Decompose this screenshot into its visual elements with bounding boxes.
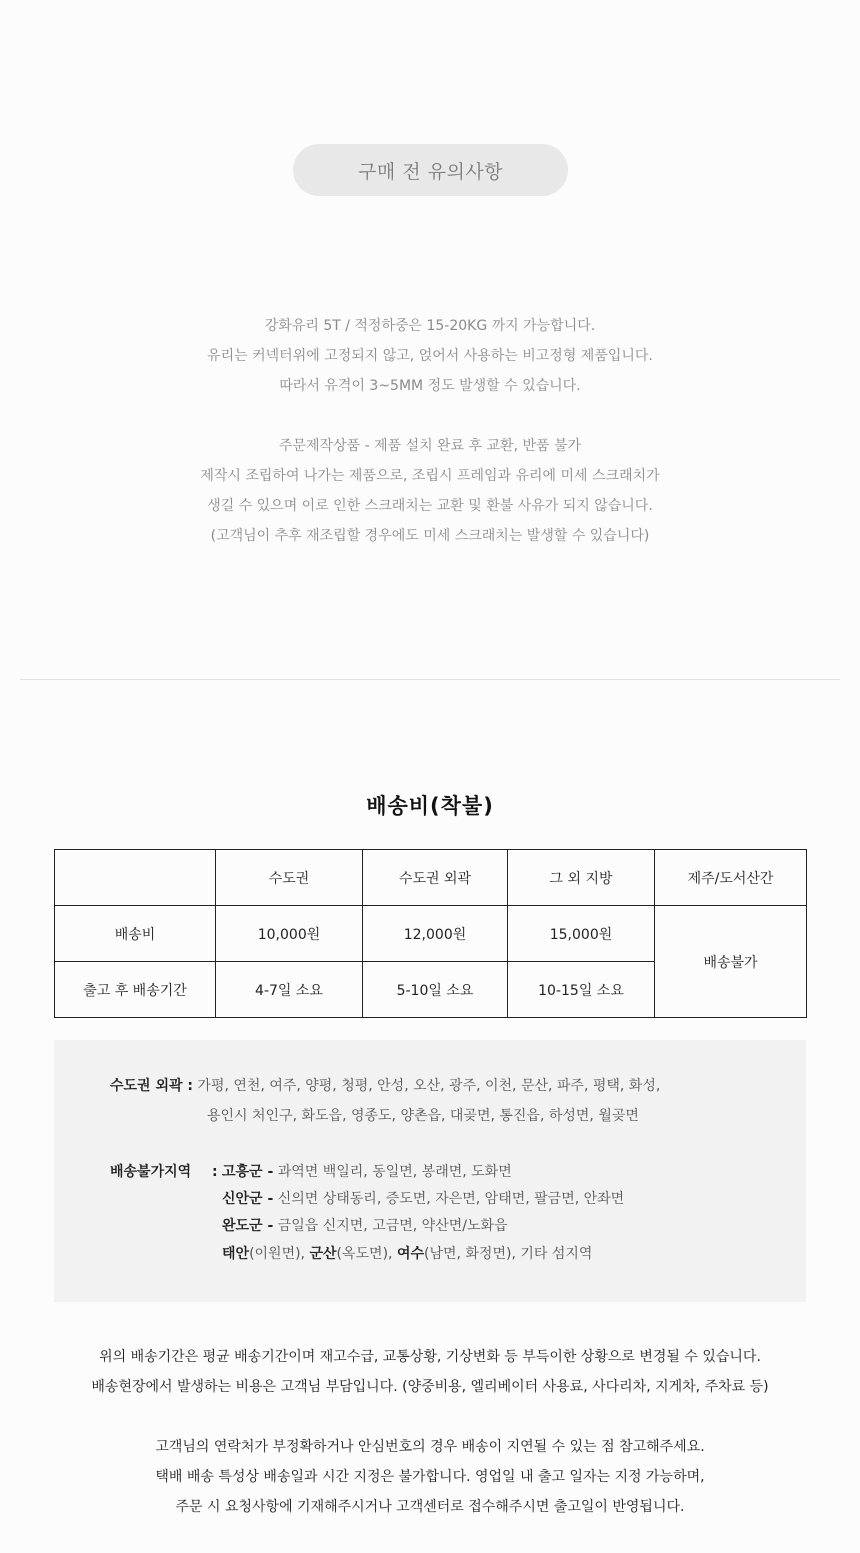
section-divider	[20, 679, 840, 680]
unavailable-colon: :	[212, 1164, 218, 1180]
region-info-box	[54, 1040, 806, 1302]
outskirts-line-1	[110, 1076, 660, 1096]
header-cell-other-regions: 그 외 지방	[508, 850, 655, 906]
outskirts-label: 수도권 외곽 :	[110, 1078, 193, 1094]
notice-line: 주문제작상품 - 제품 설치 완료 후 교환, 반품 불가	[278, 438, 582, 454]
footer-line: 위의 배송기간은 평균 배송기간이며 재고수급, 교통상황, 기상변화 등 부득이한 상황으로 변경될 수 있습니다.	[99, 1349, 761, 1365]
precautions-notice	[0, 311, 860, 551]
header-cell-empty	[55, 850, 216, 906]
row-label-delivery-period: 출고 후 배송기간	[55, 962, 216, 1018]
shipping-title: 배송비(착불)	[366, 794, 494, 818]
notice-line: 유리는 커넥터위에 고정되지 않고, 얹어서 사용하는 비고정형 제품입니다.	[207, 348, 653, 364]
shipping-fee-table	[54, 849, 807, 1018]
goheung-line: 고흥군 - 과역면 백일리, 동일면, 봉래면, 도화면	[222, 1164, 512, 1180]
footer-line: 고객님의 연락처가 부정확하거나 안심번호의 경우 배송이 지연될 수 있는 점 참고해주세요.	[155, 1439, 705, 1455]
fee-cell: 10,000원	[216, 906, 363, 962]
sinan-line: 신안군 - 신의면 상태동리, 증도면, 자은면, 암태면, 팔금면, 안좌면	[222, 1191, 625, 1207]
footer-line: 주문 시 요청사항에 기재해주시거나 고객센터로 접수해주시면 출고일이 반영됩니다.	[175, 1499, 685, 1515]
fee-cell: 12,000원	[363, 906, 508, 962]
table-header-row	[55, 850, 807, 906]
wando-line: 완도군 - 금일읍 신지면, 고금면, 약산면/노화읍	[222, 1218, 508, 1234]
footer-line: 배송현장에서 발생하는 비용은 고객님 부담입니다. (양중비용, 엘리베이터 사용료, 사다리차, 지게차, 주차료 등)	[91, 1379, 769, 1395]
other-islands-line: 태안(이원면), 군산(옥도면), 여수(남면, 화정면), 기타 섬지역	[222, 1246, 593, 1262]
unavailable-label: 배송불가지역	[110, 1164, 192, 1180]
fee-cell: 15,000원	[508, 906, 655, 962]
period-cell: 4-7일 소요	[216, 962, 363, 1018]
notice-line: (고객님이 추후 재조립할 경우에도 미세 스크래치는 발생할 수 있습니다)	[210, 528, 650, 544]
shipping-footer-notes	[0, 1342, 860, 1522]
notice-line: 강화유리 5T / 적정하중은 15-20KG 까지 가능합니다.	[264, 318, 596, 334]
precautions-title: 구매 전 유의사항	[293, 144, 568, 196]
outskirts-line-2: 용인시 처인구, 화도읍, 영종도, 양촌읍, 대곶면, 통진읍, 하성면, 월곶면	[207, 1108, 639, 1124]
notice-line: 제작시 조립하여 나가는 제품으로, 조립시 프레임과 유리에 미세 스크래치가	[200, 468, 660, 484]
notice-line: 생길 수 있으며 이로 인한 스크래치는 교환 및 환불 사유가 되지 않습니다.	[207, 498, 653, 514]
table-row	[55, 906, 807, 962]
header-cell-jeju-islands: 제주/도서산간	[655, 850, 807, 906]
period-cell: 10-15일 소요	[508, 962, 655, 1018]
period-cell: 5-10일 소요	[363, 962, 508, 1018]
header-cell-capital: 수도권	[216, 850, 363, 906]
row-label-fee: 배송비	[55, 906, 216, 962]
footer-line: 택배 배송 특성상 배송일과 시간 지정은 불가합니다. 영업일 내 출고 일자는 지정 가능하며,	[155, 1469, 705, 1485]
notice-line: 따라서 유격이 3~5MM 정도 발생할 수 있습니다.	[279, 378, 581, 394]
unavailable-cell: 배송불가	[655, 906, 807, 1018]
header-cell-capital-outskirts: 수도권 외곽	[363, 850, 508, 906]
outskirts-areas: 가평, 연천, 여주, 양평, 청평, 안성, 오산, 광주, 이천, 문산, 파주, 평택, 화성,	[192, 1078, 661, 1094]
